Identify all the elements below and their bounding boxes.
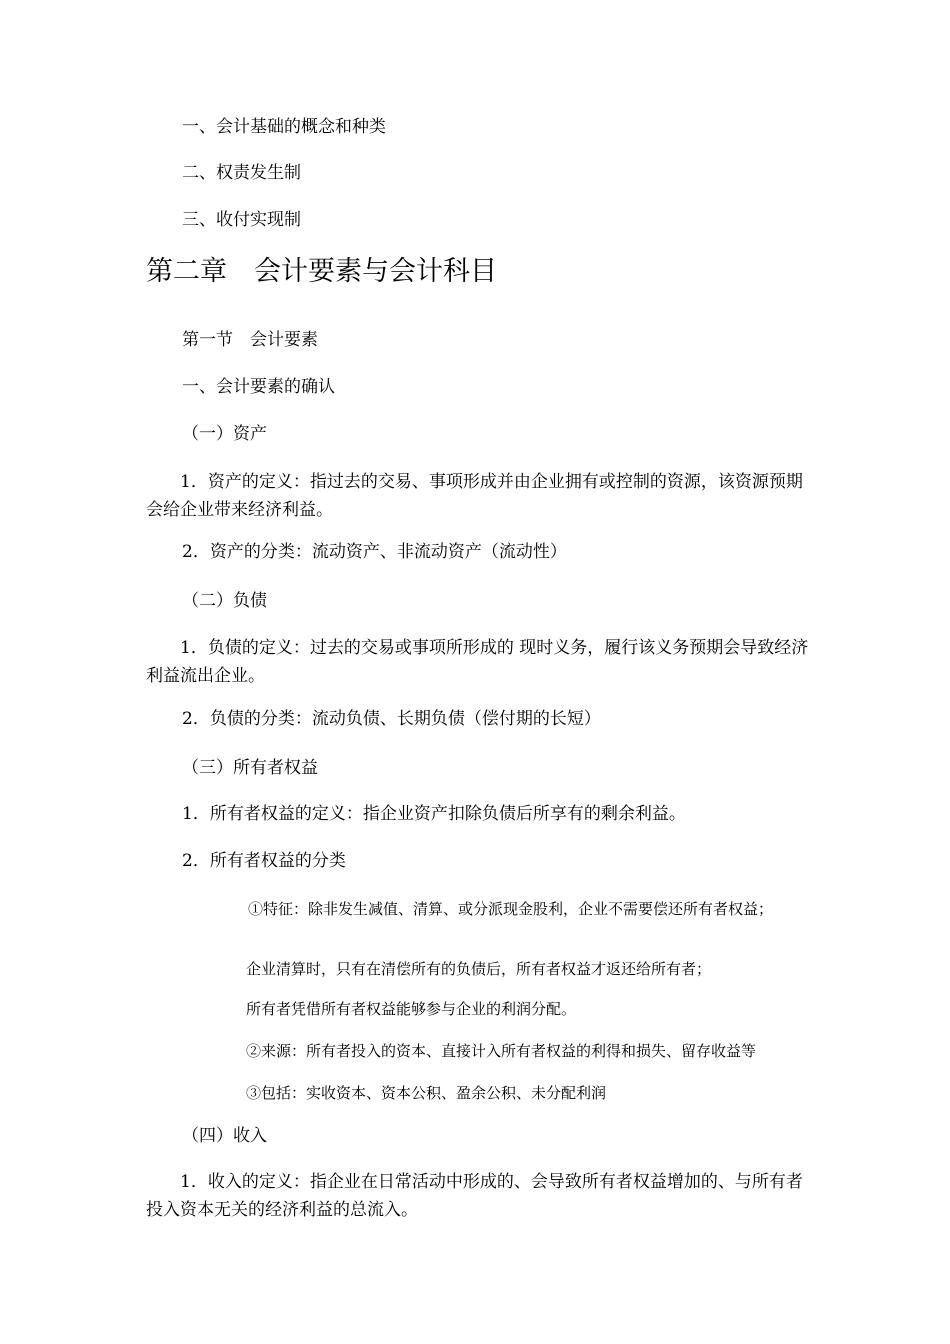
equity-feature-2: 企业清算时，只有在清偿所有的负债后，所有者权益才返还给所有者； [246, 960, 712, 978]
equity-definition: 1．所有者权益的定义：指企业资产扣除负债后所享有的剩余利益。 [182, 804, 686, 824]
equity-classification: 2．所有者权益的分类 [182, 851, 346, 871]
equity-include: ③包括：实收资本、资本公积、盈余公积、未分配利润 [246, 1084, 607, 1102]
outline-item-1: 一、会计基础的概念和种类 [182, 117, 386, 137]
section-heading: 第一节 会计要素 [182, 330, 318, 350]
equity-source: ②来源：所有者投入的资本、直接计入所有者权益的利得和损失、留存收益等 [246, 1042, 757, 1060]
outline-item-2: 二、权责发生制 [182, 163, 301, 183]
income-heading: （四）收入 [182, 1126, 267, 1146]
liabilities-definition: 1．负债的定义：过去的交易或事项所形成的 现时义务，履行该义务预期会导致经济利益流出企业。 [146, 638, 809, 686]
equity-feature-3: 所有者凭借所有者权益能够参与企业的利润分配。 [246, 1000, 577, 1018]
chapter-heading: 第二章 会计要素与会计科目 [146, 256, 497, 287]
assets-classification: 2．资产的分类：流动资产、非流动资产（流动性） [182, 542, 567, 562]
outline-item-3: 三、收付实现制 [182, 210, 301, 230]
income-definition: 1．收入的定义：指企业在日常活动中形成的、会导致所有者权益增加的、与所有者投入资本无关的经济利益的总流入。 [146, 1172, 803, 1220]
subheading-recognition: 一、会计要素的确认 [182, 377, 335, 397]
equity-feature: ①特征：除非发生减值、清算、或分派现金股利，企业不需要偿还所有者权益； [248, 900, 774, 918]
liabilities-classification: 2．负债的分类：流动负债、长期负债（偿付期的长短） [182, 709, 601, 729]
equity-heading: （三）所有者权益 [182, 758, 318, 778]
assets-definition: 1．资产的定义：指过去的交易、事项形成并由企业拥有或控制的资源，该资源预期会给企业带来经济利益。 [146, 472, 803, 520]
liabilities-heading: （二）负债 [182, 591, 267, 611]
assets-heading: （一）资产 [182, 424, 267, 444]
